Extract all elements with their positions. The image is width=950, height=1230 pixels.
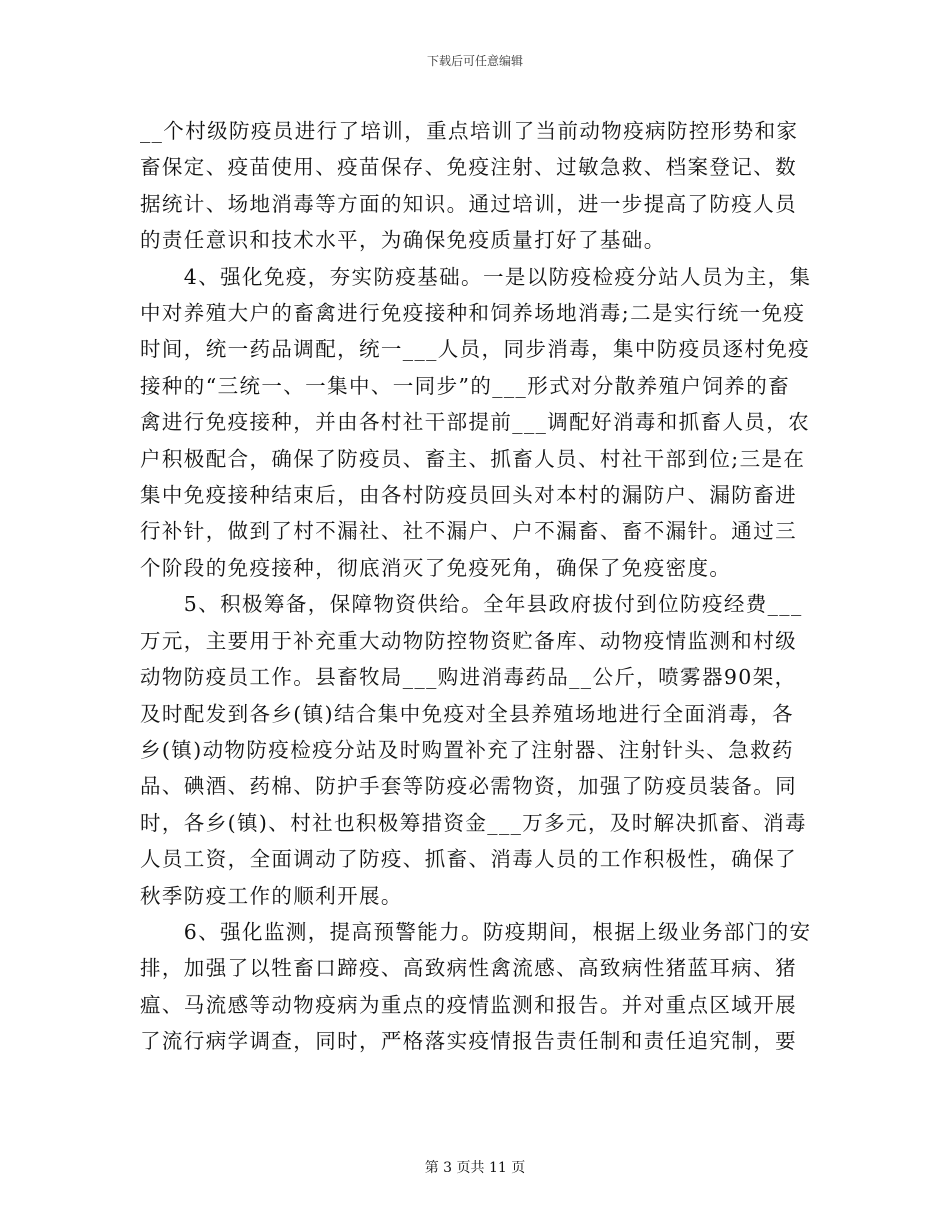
text-line: 禽进行免疫接种，并由各村社干部提前___调配好消毒和抓畜人员，农 (140, 410, 811, 435)
text-line: 排，加强了以牲畜口蹄疫、高致病性禽流感、高致病性猪蓝耳病、猪 (140, 956, 797, 981)
text-line: 万元，主要用于补充重大动物防控物资贮备库、动物疫情监测和村级 (140, 628, 797, 653)
text-line: 行补针，做到了村不漏社、社不漏户、户不漏畜、畜不漏针。通过三 (140, 519, 797, 544)
text-line: 瘟、马流感等动物疫病为重点的疫情监测和报告。并对重点区域开展 (140, 992, 797, 1017)
text-line: 人员工资，全面调动了防疫、抓畜、消毒人员的工作积极性，确保了 (140, 847, 797, 872)
paragraph-monitoring (140, 914, 812, 1060)
text-line: __个村级防疫员进行了培训，重点培训了当前动物疫病防控形势和家 (140, 119, 799, 143)
paragraph-supplies (140, 586, 812, 914)
paragraph-training (140, 113, 812, 259)
text-line: 6、强化监测，提高预警能力。防疫期间，根据上级业务部门的安 (140, 919, 812, 944)
text-line: 了流行病学调查，同时，严格落实疫情报告责任制和责任追究制，要 (140, 1029, 797, 1054)
page-header: 下载后可任意编辑 (426, 54, 523, 68)
text-line: 畜保定、疫苗使用、疫苗保存、免疫注射、过敏急救、档案登记、数 (140, 155, 797, 180)
text-line: 集中免疫接种结束后，由各村防疫员回头对本村的漏防户、漏防畜进 (140, 483, 797, 508)
document-body (140, 113, 812, 1060)
text-line: 秋季防疫工作的顺利开展。 (140, 883, 403, 908)
text-line: 动物防疫员工作。县畜牧局___购进消毒药品__公斤，喷雾器90架， (140, 665, 797, 690)
text-line: 户积极配合，确保了防疫员、畜主、抓畜人员、村社干部到位;三是在 (140, 446, 806, 471)
text-line: 5、积极筹备，保障物资供给。全年县政府拔付到位防疫经费___ (140, 592, 803, 617)
text-line: 时间，统一药品调配，统一___人员，同步消毒，集中防疫员逐村免疫 (140, 337, 811, 362)
page-footer: 第 3 页共 11 页 (424, 1160, 526, 1176)
text-line: 接种的“三统一、一集中、一同步”的___形式对分散养殖户饲养的畜 (140, 373, 791, 398)
text-line: 品、碘酒、药棉、防护手套等防疫必需物资，加强了防疫员装备。同 (140, 774, 797, 799)
paragraph-immunization (140, 259, 812, 587)
text-line: 及时配发到各乡(镇)结合集中免疫对全县养殖场地进行全面消毒，各 (140, 701, 794, 726)
text-line: 4、强化免疫，夯实防疫基础。一是以防疫检疫分站人员为主，集 (140, 264, 812, 289)
text-line: 个阶段的免疫接种，彻底消灭了免疫死角，确保了免疫密度。 (140, 555, 732, 580)
text-line: 时，各乡(镇)、村社也积极筹措资金___万多元，及时解决抓畜、消毒 (140, 810, 807, 835)
text-line: 据统计、场地消毒等方面的知识。通过培训，进一步提高了防疫人员 (140, 191, 797, 216)
text-line: 中对养殖大户的畜禽进行免疫接种和饲养场地消毒;二是实行统一免疫 (140, 301, 806, 326)
text-line: 乡(镇)动物防疫检疫分站及时购置补充了注射器、注射针头、急救药 (140, 737, 794, 762)
text-line: 的责任意识和技术水平，为确保免疫质量打好了基础。 (140, 228, 666, 253)
